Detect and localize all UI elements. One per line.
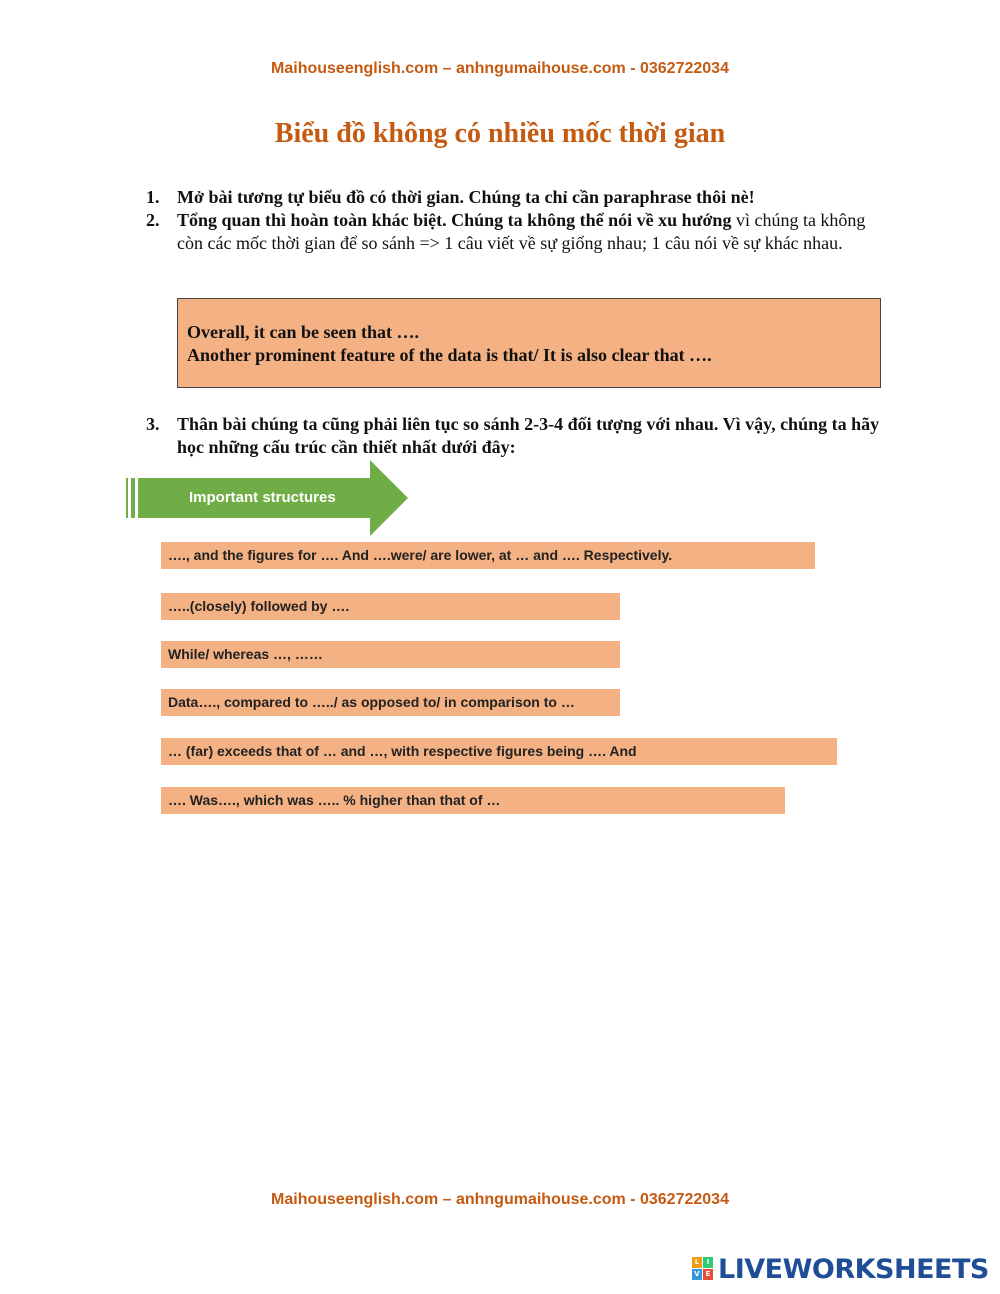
liveworksheets-logo[interactable] xyxy=(692,1254,989,1284)
structure-bar-2: …..(closely) followed by …. xyxy=(161,593,620,620)
list-item-1 xyxy=(146,186,886,209)
liveworksheets-logo-icon: L I V E xyxy=(692,1257,714,1281)
structure-bar-3: While/ whereas …, …… xyxy=(161,641,620,668)
structure-bar-4: Data…., compared to …../ as opposed to/ in comparison to … xyxy=(161,689,620,716)
box-line-2: Another prominent feature of the data is that/ It is also clear that …. xyxy=(187,345,712,365)
liveworksheets-logo-text: LIVEWORKSHEETS xyxy=(718,1253,989,1285)
item-regular-text: vì chúng ta không còn các mốc thời gian để so sánh => 1 câu viết về sự giống nhau; 1 câu nói về sự khác nhau. xyxy=(177,210,866,253)
arrow-label: Important structures xyxy=(189,489,336,506)
item-number: 3. xyxy=(146,414,160,434)
overall-phrases-box xyxy=(177,298,881,388)
structure-bar-6: …. Was…., which was ….. % higher than that of … xyxy=(161,787,785,814)
item-bold-text: Mở bài tương tự biểu đồ có thời gian. Chúng ta chỉ cần paraphrase thôi nè! xyxy=(177,187,755,207)
page-footer: Maihouseenglish.com – anhngumaihouse.com - 0362722034 xyxy=(271,1191,729,1208)
item-number: 2. xyxy=(146,210,160,230)
item-bold-text: Tổng quan thì hoàn toàn khác biệt. Chúng ta không thể nói về xu hướng xyxy=(177,210,732,230)
page-header: Maihouseenglish.com – anhngumaihouse.com - 0362722034 xyxy=(271,60,729,77)
structure-bar-1: …., and the figures for …. And ….were/ are lower, at … and …. Respectively. xyxy=(161,542,815,569)
list-item-2 xyxy=(146,209,886,255)
structure-bar-5: … (far) exceeds that of … and …, with respective figures being …. And xyxy=(161,738,837,765)
box-line-1: Overall, it can be seen that …. xyxy=(187,322,419,342)
page-title: Biểu đồ không có nhiều mốc thời gian xyxy=(274,118,726,149)
list-item-3 xyxy=(146,413,886,459)
item-number: 1. xyxy=(146,187,160,207)
item-bold-text: Thân bài chúng ta cũng phải liên tục so sánh 2-3-4 đối tượng với nhau. Vì vậy, chúng ta hãy học những cấu trúc cần thiết nhất dưới đây: xyxy=(177,414,880,457)
